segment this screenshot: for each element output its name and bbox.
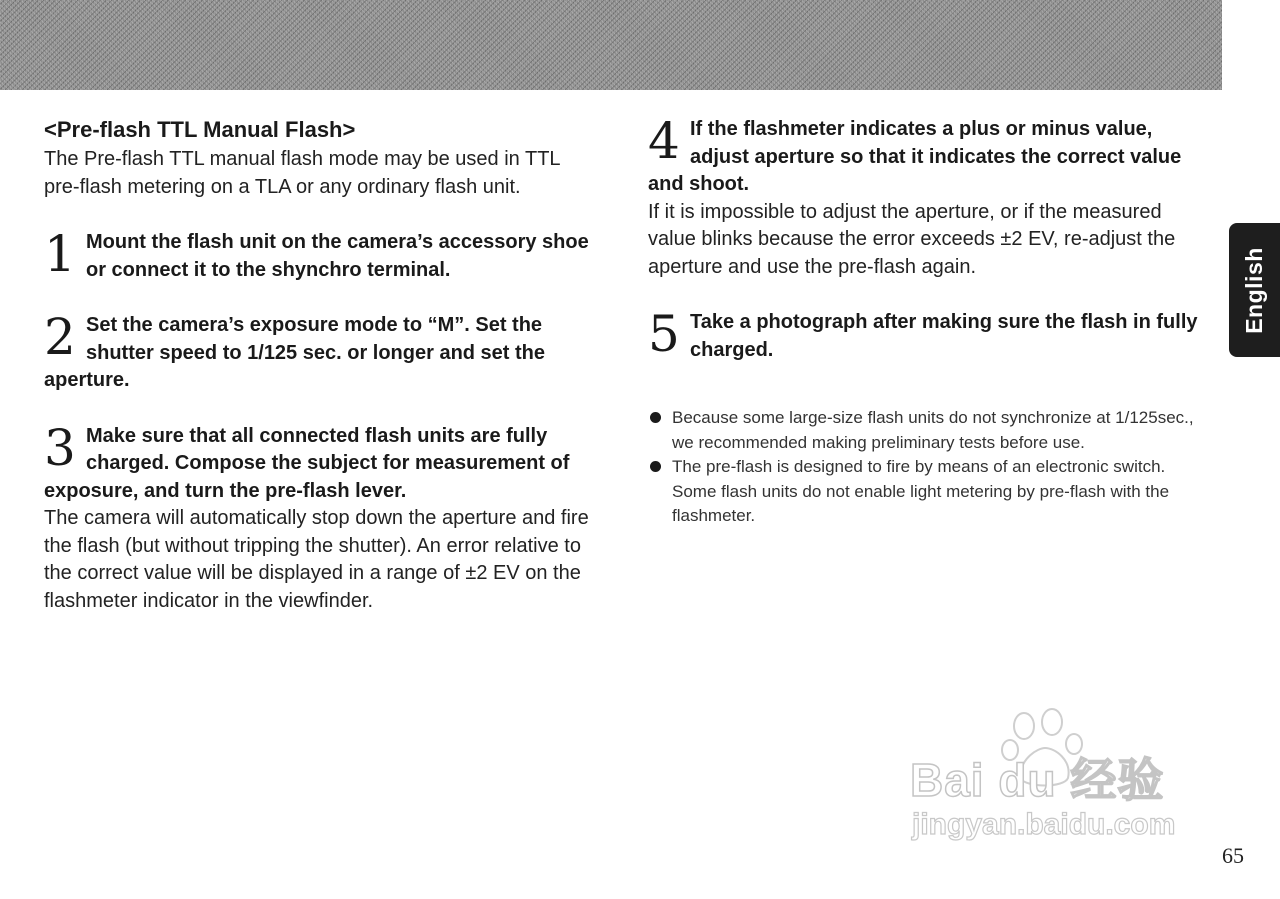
step-explanation: The camera will automatically stop down the aperture and fire the flash (but without tripping the shutter). An error relative to the correct value will be displayed in a range of ±2 EV on the flashmeter indicator in the viewfinder. xyxy=(44,507,589,612)
step-instruction: If the flashmeter indicates a plus or minus value, adjust aperture so that it indicates the correct value and shoot. xyxy=(648,118,1182,195)
step-1 xyxy=(44,225,600,284)
step-instruction: Make sure that all connected flash units are fully charged. Compose the subject for measurement of exposure, and turn the pre-flash lever. xyxy=(44,424,570,502)
step-instruction: Set the camera’s exposure mode to “M”. Set the shutter speed to 1/125 sec. or longer and set the aperture. xyxy=(44,314,546,391)
note-item xyxy=(648,455,1208,529)
bullet-icon xyxy=(650,412,661,423)
language-tab xyxy=(1229,223,1280,357)
step-instruction: Take a photograph after making sure the flash in fully charged. xyxy=(690,311,1198,361)
intro-paragraph: The Pre-flash TTL manual flash mode may be used in TTL pre-flash metering on a TLA or any ordinary flash unit. xyxy=(44,148,560,198)
step-number: 1 xyxy=(44,225,76,283)
language-tab-label: English xyxy=(1241,246,1267,334)
step-instruction: Mount the flash unit on the camera’s accessory shoe or connect it to the shynchro terminal. xyxy=(86,231,589,281)
note-text: Because some large-size flash units do not synchronize at 1/125sec., we recommended making preliminary tests before use. xyxy=(672,408,1194,452)
header-band xyxy=(0,0,1222,90)
note-text: The pre-flash is designed to fire by means of an electronic switch. Some flash units do not enable light metering by pre-flash with the flashmeter. xyxy=(672,457,1170,525)
step-number: 5 xyxy=(648,305,680,363)
step-5 xyxy=(648,305,1208,364)
step-2 xyxy=(44,308,600,395)
bullet-icon xyxy=(650,461,661,472)
left-column xyxy=(44,116,600,643)
step-3 xyxy=(44,418,600,616)
step-explanation: If it is impossible to adjust the aperture, or if the measured value blinks because the error exceeds ±2 EV, re-adjust the aperture and use the pre-flash again. xyxy=(648,200,1176,278)
page-number: 65 xyxy=(1222,843,1244,868)
step-4 xyxy=(648,112,1208,281)
watermark-logo-text: Bai du 经验 xyxy=(910,754,1165,806)
note-item xyxy=(648,406,1208,455)
section-title: <Pre-flash TTL Manual Flash> xyxy=(44,117,356,142)
watermark-url: jingyan.baidu.com xyxy=(912,808,1176,841)
step-number: 4 xyxy=(648,112,680,170)
right-column xyxy=(648,112,1208,545)
step-number: 3 xyxy=(44,418,76,477)
notes-list xyxy=(648,406,1208,529)
step-number: 2 xyxy=(44,308,76,366)
